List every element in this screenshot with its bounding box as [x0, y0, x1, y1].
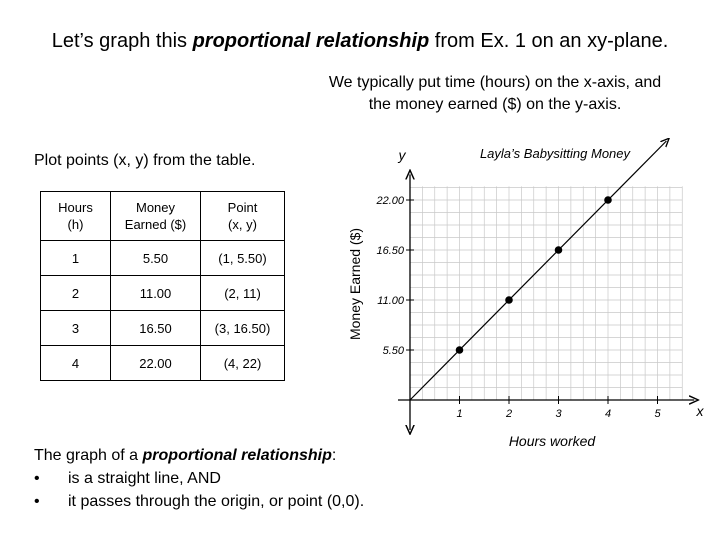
y-tick-label: 11.00	[377, 295, 404, 307]
chart-ticks	[375, 195, 661, 420]
table-row	[41, 346, 285, 381]
title-pre: Let’s graph this	[51, 30, 193, 52]
y-axis-letter: y	[398, 147, 406, 163]
data-point	[505, 296, 513, 304]
column-header-point: Point (x, y)	[201, 192, 285, 241]
column-header-hours: Hours (h)	[41, 192, 111, 241]
axis-explanation-line-2: the money earned ($) on the y-axis.	[368, 96, 622, 113]
series-line	[410, 141, 666, 400]
plot-instructions: Plot points (x, y) from the table.	[34, 152, 256, 169]
table-cell: 16.50	[111, 311, 201, 346]
table-cell: 2	[41, 276, 111, 311]
chart-title: Layla’s Babysitting Money	[479, 146, 631, 161]
x-axis-label: Hours worked	[508, 433, 596, 449]
table-cell: 11.00	[111, 276, 201, 311]
table-cell: 1	[41, 241, 111, 276]
x-axis-letter: x	[696, 403, 704, 419]
table-cell: 4	[41, 346, 111, 381]
title-post: from Ex. 1 on an xy-plane.	[429, 30, 669, 52]
title-emphasis: proportional relationship	[192, 30, 430, 52]
data-point	[456, 346, 464, 354]
table-cell: (2, 11)	[201, 276, 285, 311]
y-axis-label: Money Earned ($)	[347, 227, 363, 341]
data-point	[604, 196, 612, 204]
summary	[34, 444, 364, 513]
chart-grid	[410, 186, 682, 400]
axis-explanation	[300, 72, 690, 116]
y-tick-label: 16.50	[376, 245, 404, 257]
x-tick-label: 2	[505, 408, 513, 420]
table-cell: (4, 22)	[201, 346, 285, 381]
summary-intro: The graph of a proportional relationship:	[34, 447, 337, 464]
table-cell: (1, 5.50)	[201, 241, 285, 276]
x-tick-label: 5	[654, 408, 661, 420]
table-cell: 22.00	[111, 346, 201, 381]
table-cell: 3	[41, 311, 111, 346]
table-cell: 5.50	[111, 241, 201, 276]
x-tick-label: 1	[456, 408, 463, 420]
data-point	[555, 246, 563, 254]
table-header-row	[41, 192, 285, 241]
page-title	[0, 30, 720, 53]
summary-bullet: • is a straight line, AND	[34, 467, 364, 490]
table-row	[41, 311, 285, 346]
column-header-money: Money Earned ($)	[111, 192, 201, 241]
table-row	[41, 241, 285, 276]
axis-explanation-line-1: We typically put time (hours) on the x-axis, and	[328, 74, 662, 91]
table-row	[41, 276, 285, 311]
chart-marks	[410, 141, 666, 400]
y-tick-label: 22.00	[376, 195, 404, 207]
bullet-dot: •	[34, 493, 40, 510]
x-tick-label: 3	[555, 408, 562, 420]
x-tick-label: 4	[604, 408, 612, 420]
proportional-graph	[330, 138, 715, 458]
bullet-dot: •	[34, 470, 40, 487]
data-table	[40, 191, 285, 381]
table-cell: (3, 16.50)	[201, 311, 285, 346]
y-tick-label: 5.50	[382, 345, 404, 357]
summary-bullet: • it passes through the origin, or point (0,0).	[34, 490, 364, 513]
